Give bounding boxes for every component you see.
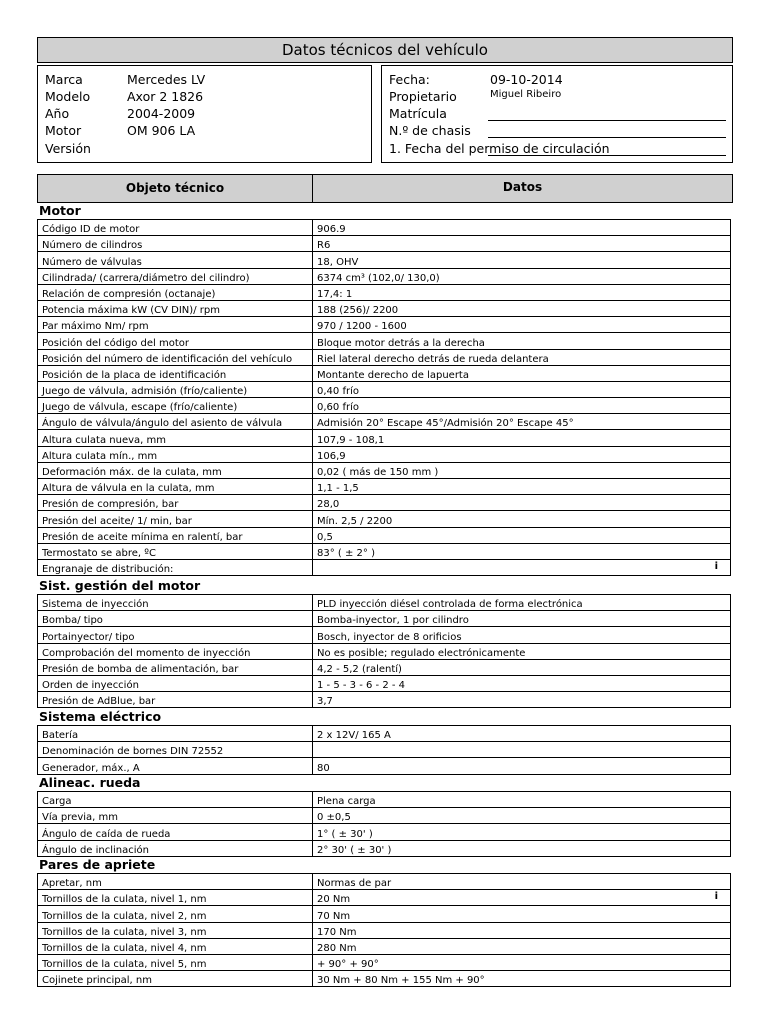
section-table	[37, 219, 731, 576]
spec-value	[313, 726, 731, 742]
spec-value	[313, 643, 731, 659]
spec-label: Apretar, nm	[38, 874, 313, 890]
table-row	[38, 236, 731, 252]
spec-value	[313, 758, 731, 774]
spec-value	[313, 971, 731, 987]
spec-value-text: 0 ±0,5	[317, 812, 351, 824]
table-row	[38, 220, 731, 236]
spec-value-text: No es posible; regulado electrónicamente	[317, 647, 526, 659]
spec-value-text: 188 (256)/ 2200	[317, 305, 399, 317]
spec-value	[313, 611, 731, 627]
spec-value-text: 1,1 - 1,5	[317, 483, 359, 495]
spec-value	[313, 268, 731, 284]
spec-value	[313, 874, 731, 890]
spec-label: Código ID de motor	[38, 220, 313, 236]
spec-value	[313, 922, 731, 938]
table-row	[38, 511, 731, 527]
table-row	[38, 840, 731, 856]
spec-value	[313, 742, 731, 758]
spec-value	[313, 317, 731, 333]
table-row	[38, 726, 731, 742]
spec-label: Generador, máx., A	[38, 758, 313, 774]
spec-value-text: 20 Nm	[317, 894, 351, 906]
spec-value	[313, 543, 731, 559]
spec-label: Presión del aceite/ 1/ min, bar	[38, 511, 313, 527]
spec-value	[313, 559, 731, 575]
section-title: Pares de apriete	[39, 857, 156, 872]
spec-value-text: 0,40 frío	[317, 386, 359, 398]
spec-value-text: 106,9	[317, 450, 346, 462]
spec-value-text: 4,2 - 5,2 (ralentí)	[317, 663, 402, 675]
propietario-label: Propietario	[389, 89, 457, 104]
table-row	[38, 692, 731, 708]
spec-value	[313, 333, 731, 349]
spec-label: Denominación de bornes DIN 72552	[38, 742, 313, 758]
table-row	[38, 758, 731, 774]
table-row	[38, 268, 731, 284]
document-title: Datos técnicos del vehículo	[37, 37, 733, 63]
spec-label: Tornillos de la culata, nivel 1, nm	[38, 890, 313, 906]
table-row	[38, 659, 731, 675]
spec-label: Cojinete principal, nm	[38, 971, 313, 987]
spec-value	[313, 462, 731, 478]
spec-label: Orden de inyección	[38, 675, 313, 691]
spec-value-text: 80	[317, 762, 330, 774]
spec-value-text: 280 Nm	[317, 942, 357, 954]
fecha-value: 09-10-2014	[490, 72, 563, 87]
section-table	[37, 791, 731, 857]
table-row	[38, 742, 731, 758]
permiso-line	[488, 155, 726, 156]
info-icon[interactable]: i	[714, 560, 718, 572]
spec-value	[313, 430, 731, 446]
table-row	[38, 381, 731, 397]
spec-value	[313, 236, 731, 252]
table-row	[38, 527, 731, 543]
spec-value-text: Bomba-inyector, 1 por cilindro	[317, 615, 469, 627]
spec-value	[313, 220, 731, 236]
vehicle-label: Motor	[45, 123, 82, 138]
spec-value-text: 170 Nm	[317, 926, 357, 938]
table-row	[38, 792, 731, 808]
section-title: Sist. gestión del motor	[39, 578, 201, 593]
spec-value-text: 30 Nm + 80 Nm + 155 Nm + 90°	[317, 975, 485, 987]
spec-label: Juego de válvula, escape (frío/caliente)	[38, 398, 313, 414]
section-title: Alineac. rueda	[39, 775, 141, 790]
spec-value-text: PLD inyección diésel controlada de forma electrónica	[317, 599, 583, 611]
table-row	[38, 954, 731, 970]
spec-value	[313, 479, 731, 495]
spec-value	[313, 840, 731, 856]
spec-value-text: Normas de par	[317, 878, 392, 890]
vehicle-value: 2004-2009	[127, 106, 196, 121]
table-row	[38, 643, 731, 659]
spec-value-text: Plena carga	[317, 796, 376, 808]
spec-label: Posición del número de identificación del vehículo	[38, 349, 313, 365]
spec-label: Altura de válvula en la culata, mm	[38, 479, 313, 495]
spec-value	[313, 906, 731, 922]
section-title: Motor	[39, 203, 81, 218]
spec-value-text: + 90° + 90°	[317, 959, 379, 971]
spec-value	[313, 954, 731, 970]
table-row	[38, 922, 731, 938]
header-objeto: Objeto técnico	[38, 175, 313, 202]
vehicle-value: Axor 2 1826	[127, 89, 204, 104]
spec-label: Presión de compresión, bar	[38, 495, 313, 511]
spec-label: Batería	[38, 726, 313, 742]
spec-label: Vía previa, mm	[38, 808, 313, 824]
table-row	[38, 365, 731, 381]
table-row	[38, 971, 731, 987]
spec-label: Portainyector/ tipo	[38, 627, 313, 643]
table-row	[38, 559, 731, 575]
table-row	[38, 627, 731, 643]
table-row	[38, 543, 731, 559]
spec-label: Tornillos de la culata, nivel 5, nm	[38, 954, 313, 970]
table-row	[38, 874, 731, 890]
spec-label: Posición de la placa de identificación	[38, 365, 313, 381]
spec-label: Potencia máxima kW (CV DIN)/ rpm	[38, 300, 313, 316]
spec-value	[313, 808, 731, 824]
table-row	[38, 430, 731, 446]
spec-value	[313, 692, 731, 708]
vehicle-label: Año	[45, 106, 70, 121]
section-table	[37, 594, 731, 708]
spec-label: Presión de AdBlue, bar	[38, 692, 313, 708]
spec-value-text: Bosch, inyector de 8 orificios	[317, 631, 462, 643]
spec-label: Tornillos de la culata, nivel 4, nm	[38, 938, 313, 954]
section-table	[37, 873, 731, 987]
spec-value	[313, 349, 731, 365]
spec-label: Altura culata nueva, mm	[38, 430, 313, 446]
spec-value	[313, 495, 731, 511]
spec-value-text: 28,0	[317, 499, 340, 511]
spec-value-text: 6374 cm³ (102,0/ 130,0)	[317, 272, 440, 284]
vehicle-value: Mercedes LV	[127, 72, 206, 87]
vehicle-label: Versión	[45, 141, 91, 156]
spec-value	[313, 284, 731, 300]
vehicle-value: OM 906 LA	[127, 123, 196, 138]
spec-label: Altura culata mín., mm	[38, 446, 313, 462]
spec-label: Engranaje de distribución:	[38, 559, 313, 575]
spec-value-text: 18, OHV	[317, 256, 359, 268]
table-row	[38, 349, 731, 365]
table-row	[38, 495, 731, 511]
fecha-label: Fecha:	[389, 72, 430, 87]
chasis-line	[488, 137, 726, 138]
spec-value	[313, 414, 731, 430]
spec-value-text: 2° 30' ( ± 30' )	[317, 844, 392, 856]
spec-value	[313, 398, 731, 414]
spec-value-text: 0,60 frío	[317, 402, 359, 414]
spec-label: Presión de bomba de alimentación, bar	[38, 659, 313, 675]
spec-value-text: 906.9	[317, 224, 346, 236]
table-row	[38, 414, 731, 430]
spec-value-text: 1° ( ± 30' )	[317, 828, 373, 840]
spec-value	[313, 365, 731, 381]
spec-label: Número de cilindros	[38, 236, 313, 252]
table-row	[38, 398, 731, 414]
table-row	[38, 611, 731, 627]
owner-info-box	[381, 65, 733, 163]
table-row	[38, 595, 731, 611]
matricula-label: Matrícula	[389, 106, 447, 121]
spec-value	[313, 659, 731, 675]
spec-value	[313, 511, 731, 527]
spec-value-text: 2 x 12V/ 165 A	[317, 730, 391, 742]
permiso-label: 1. Fecha del permiso de circulación	[389, 141, 610, 156]
table-row	[38, 252, 731, 268]
table-row	[38, 808, 731, 824]
table-row	[38, 479, 731, 495]
vehicle-label: Modelo	[45, 89, 91, 104]
table-row	[38, 462, 731, 478]
spec-label: Juego de válvula, admisión (frío/caliente)	[38, 381, 313, 397]
spec-value	[313, 595, 731, 611]
spec-label: Termostato se abre, ºC	[38, 543, 313, 559]
spec-value	[313, 792, 731, 808]
spec-value-text: Admisión 20° Escape 45°/Admisión 20° Escape 45°	[317, 418, 574, 430]
table-row	[38, 938, 731, 954]
info-icon[interactable]: i	[714, 891, 718, 903]
table-row	[38, 446, 731, 462]
spec-label: Tornillos de la culata, nivel 2, nm	[38, 906, 313, 922]
section-title: Sistema eléctrico	[39, 709, 162, 724]
spec-label: Bomba/ tipo	[38, 611, 313, 627]
spec-label: Ángulo de caída de rueda	[38, 824, 313, 840]
spec-label: Comprobación del momento de inyección	[38, 643, 313, 659]
spec-label: Deformación máx. de la culata, mm	[38, 462, 313, 478]
header-datos: Datos	[502, 180, 543, 194]
spec-value-text: Montante derecho de lapuerta	[317, 369, 469, 381]
spec-value	[313, 300, 731, 316]
spec-value-text: 0,5	[317, 531, 333, 543]
spec-label: Cilindrada/ (carrera/diámetro del cilindro)	[38, 268, 313, 284]
spec-label: Número de válvulas	[38, 252, 313, 268]
spec-value-text: 70 Nm	[317, 910, 351, 922]
spec-value-text: 83° ( ± 2° )	[317, 547, 375, 559]
spec-value	[313, 890, 731, 906]
spec-value-text: 17,4: 1	[317, 288, 353, 300]
table-row	[38, 824, 731, 840]
vehicle-label: Marca	[45, 72, 83, 87]
spec-value	[313, 627, 731, 643]
spec-label: Ángulo de válvula/ángulo del asiento de válvula	[38, 414, 313, 430]
table-header	[37, 174, 733, 203]
spec-label: Presión de aceite mínima en ralentí, bar	[38, 527, 313, 543]
spec-label: Carga	[38, 792, 313, 808]
table-row	[38, 906, 731, 922]
spec-value	[313, 252, 731, 268]
spec-label: Posición del código del motor	[38, 333, 313, 349]
spec-value-text: 1 - 5 - 3 - 6 - 2 - 4	[317, 680, 406, 692]
matricula-line	[488, 120, 726, 121]
spec-value	[313, 446, 731, 462]
spec-label: Tornillos de la culata, nivel 3, nm	[38, 922, 313, 938]
spec-value	[313, 381, 731, 397]
spec-value-text: 107,9 - 108,1	[317, 434, 385, 446]
spec-value-text: R6	[317, 240, 331, 252]
vehicle-info-box	[37, 65, 372, 163]
spec-value-text: 970 / 1200 - 1600	[317, 321, 407, 333]
spec-value-text: 0,02 ( más de 150 mm )	[317, 467, 439, 478]
spec-label: Relación de compresión (octanaje)	[38, 284, 313, 300]
spec-value-text: 3,7	[317, 696, 333, 708]
chasis-label: N.º de chasis	[389, 123, 471, 138]
table-row	[38, 300, 731, 316]
spec-value-text: Mín. 2,5 / 2200	[317, 515, 393, 527]
spec-value	[313, 675, 731, 691]
table-row	[38, 284, 731, 300]
table-row	[38, 675, 731, 691]
table-row	[38, 333, 731, 349]
propietario-value: Miguel Ribeiro	[490, 89, 562, 100]
spec-value	[313, 938, 731, 954]
section-table	[37, 725, 731, 775]
spec-value-text: Bloque motor detrás a la derecha	[317, 337, 485, 349]
spec-label: Ángulo de inclinación	[38, 840, 313, 856]
spec-value-text: Riel lateral derecho detrás de rueda delantera	[317, 353, 549, 365]
table-row	[38, 317, 731, 333]
spec-label: Sistema de inyección	[38, 595, 313, 611]
table-row	[38, 890, 731, 906]
spec-value	[313, 527, 731, 543]
spec-label: Par máximo Nm/ rpm	[38, 317, 313, 333]
spec-value	[313, 824, 731, 840]
